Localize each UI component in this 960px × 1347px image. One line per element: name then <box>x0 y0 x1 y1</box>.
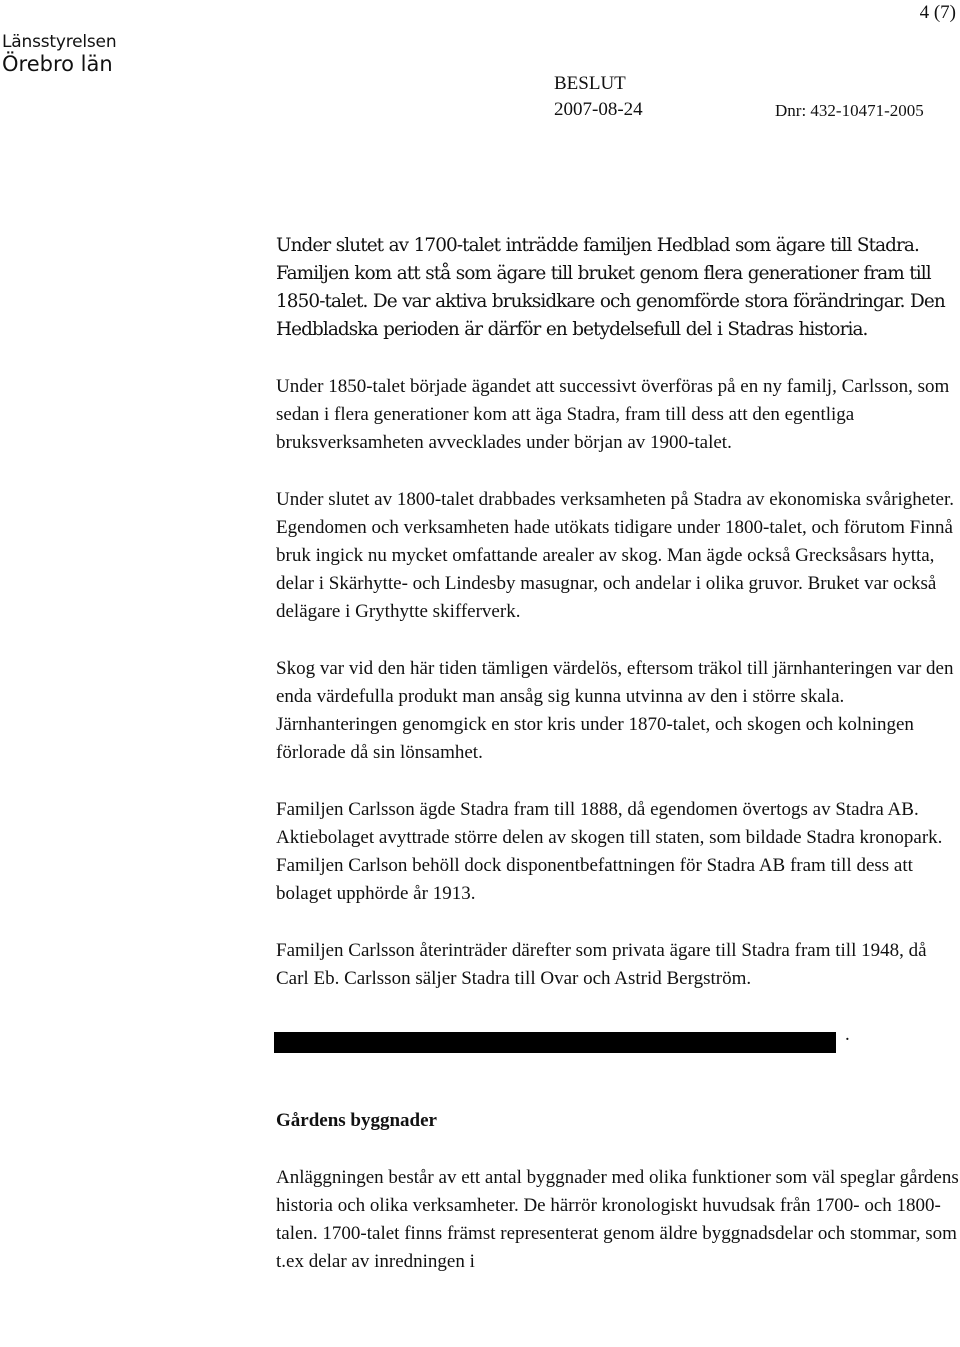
paragraph: Familjen Carlsson ägde Stadra fram till 1888, då egendomen övertogs av Stadra AB. Aktiebolaget avyttrade större delen av skogen till staten, som bildade Stadra kronopark. Familjen Carlson behöll dock disponentbefattningen för Stadra AB fram till dess att bolaget upphörde år 1913. <box>276 799 943 904</box>
document-dnr: Dnr: 432-10471-2005 <box>775 101 924 120</box>
paragraph: Anläggningen består av ett antal byggnader med olika funktioner som väl speglar gårdens historia och olika verksamheter. De härrör kronologiskt huvudsak från 1700- och 1800-talen. 1700-talet finns främst representerat genom äldre byggnadsdelar och stommar, som t.ex delar av inredningen i <box>276 1167 959 1272</box>
redaction-bar <box>274 1032 836 1053</box>
paragraph: Skog var vid den här tiden tämligen värdelös, eftersom träkol till järnhanteringen var den enda värdefulla produkt man ansåg sig kunna utvinna av den i större skala. Järnhanteringen genomgick en stor kris under 1870-talet, och skogen och kolningen förlorade då sin lönsamhet. <box>276 658 954 763</box>
redaction-period: . <box>845 1024 850 1045</box>
agency-region: Örebro län <box>2 52 113 76</box>
document-date: 2007-08-24 <box>554 99 643 120</box>
page-number: 4 (7) <box>919 2 956 23</box>
paragraph: Under slutet av 1800-talet drabbades verksamheten på Stadra av ekonomiska svårigheter. Egendomen och verksamheten hade utökats tidigare under 1800-talet, och förutom Finnå bruk ingick nu mycket omfattande arealer av skog. Man ägde också Grecksåsars hytta, delar i Skärhytte- och Lindesby masugnar, och andelar i olika gruvor. Bruket var också delägare i Grythytte skifferverk. <box>276 489 954 622</box>
document-body <box>276 232 960 1276</box>
paragraph: Under 1850-talet började ägandet att successivt överföras på en ny familj, Carlsson, som sedan i flera generationer kom att äga Stadra, fram till dess att den egentliga bruksverksamheten avvecklades under början av 1900-talet. <box>276 376 950 453</box>
agency-name: Länsstyrelsen <box>2 32 117 52</box>
paragraph: Under slutet av 1700-talet inträdde familjen Hedblad som ägare till Stadra. Familjen kom att stå som ägare till bruket genom flera generationer fram till 1850-talet. De var aktiva bruksidkare och genomförde stora förändringar. Den Hedbladska perioden är därför en betydelsefull del i Stadras historia. <box>276 235 945 340</box>
paragraph: Familjen Carlsson återinträder därefter som privata ägare till Stadra fram till 1948, då Carl Eb. Carlsson säljer Stadra till Ovar och Astrid Bergström. <box>276 940 927 989</box>
redacted-line <box>276 1024 960 1056</box>
section-heading: Gårdens byggnader <box>276 1110 437 1131</box>
agency-logo <box>2 32 116 76</box>
document-type: BESLUT <box>554 73 626 94</box>
